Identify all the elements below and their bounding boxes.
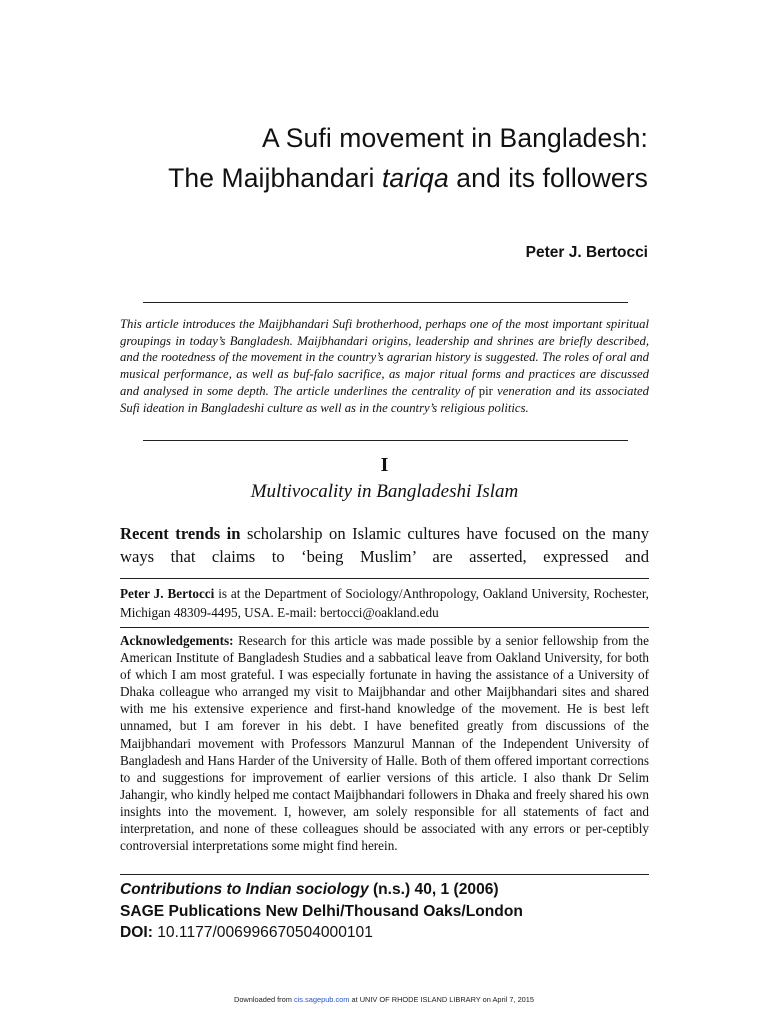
- author-affiliation: [120, 584, 649, 622]
- abstract-top-rule: [143, 302, 628, 303]
- doi-value: 10.1177/006996670504000101: [152, 924, 373, 941]
- journal-publisher: SAGE Publications New Delhi/Thousand Oaks/London: [120, 902, 523, 920]
- footnote-rule: [120, 578, 649, 579]
- abstract-text-2: veneration and its associated Sufi ideation in Bangladeshi culture as well as in the country’s religious politics.: [120, 383, 649, 415]
- author-name: Peter J. Bertocci: [525, 244, 648, 261]
- journal-doi: [120, 922, 680, 944]
- footer-source-link[interactable]: cis.sagepub.com: [293, 995, 350, 1004]
- affiliation-text: is at the Department of Sociology/Anthropology, Oakland University, Rochester, Michigan 48309-4495, USA. E-mail: bertocci@oakland.edu: [120, 586, 649, 620]
- abstract: [120, 316, 649, 416]
- acknowledgements: [120, 632, 649, 854]
- journal-citation: [120, 879, 680, 901]
- journal-name: Contributions to Indian sociology: [120, 881, 369, 898]
- article-title: [100, 118, 648, 198]
- title-line-2-start: The Maijbhandari: [168, 163, 382, 193]
- doi-label: DOI:: [120, 924, 153, 941]
- acknowledgements-label: Acknowledgements:: [120, 633, 234, 648]
- title-line-2-end: and its followers: [448, 163, 648, 193]
- body-text: scholarship on Islamic cultures have focused on the many ways that claims to ‘being Muslim’ are asserted, expressed and: [120, 524, 649, 566]
- affiliation-name: Peter J. Bertocci: [120, 586, 215, 601]
- footer-suffix: at UNIV OF RHODE ISLAND LIBRARY on April 7, 2015: [349, 995, 535, 1004]
- abstract-text-1: This article introduces the Maijbhandari Sufi brotherhood, perhaps one of the most important spiritual groupings in today’s Bangladesh. Maijbhandari origins, leadership and shrines are briefly described, and the rootedness of the movement in the country’s agrarian history is suggested. The roles of oral and musical performance, as well as buf-falo sacrifice, as major ritual forms and practices are discussed and analysed in some depth. The article underlines the centrality of: [120, 317, 649, 398]
- body-lead-words: Recent trends in: [120, 524, 241, 543]
- journal-info: [120, 879, 680, 944]
- abstract-term-pir: pir: [478, 383, 493, 398]
- journal-volume: (n.s.) 40, 1 (2006): [368, 881, 499, 898]
- section-number: I: [380, 454, 389, 476]
- journal-rule: [120, 874, 649, 875]
- abstract-bottom-rule: [143, 440, 628, 441]
- footer-prefix: Downloaded from: [233, 995, 294, 1004]
- section-title: Multivocality in Bangladeshi Islam: [250, 481, 519, 502]
- acknowledgements-rule: [120, 627, 649, 628]
- download-footer: [0, 995, 768, 1004]
- acknowledgements-text: Research for this article was made possible by a senior fellowship from the American Institute of Bangladesh Studies and a sabbatical leave from Oakland University, for both of which I am most grateful. I was especially fortunate in having the assistance of a University of Dhaka colleague who arranged my visit to Maijbhandar and other Maijbhandari sites and shared with me his extensive experience and first-hand knowledge of the movement. He is best left unnamed, but I am forever in his debt. I have benefited greatly from discussions of the Maijbhandari movement with Professors Manzurul Mannan of the Independent University of Bangladesh and Hans Harder of the University of Halle. Both of them offered important corrections to and suggestions for improvement of earlier versions of this article. I also thank Dr Selim Jahangir, who kindly helped me contact Maijbhandari followers in Dhaka and freely shared his own insights into the movement. I, however, am solely responsible for all statements of fact and interpretation, and none of these colleagues should be associated with any errors or per-ceptibly controversial interpretations some might find herein.: [120, 633, 649, 854]
- title-line-1: A Sufi movement in Bangladesh:: [261, 123, 648, 153]
- title-line-2: [100, 158, 648, 198]
- body-paragraph: [120, 523, 649, 568]
- title-italic-term: tariqa: [381, 163, 449, 193]
